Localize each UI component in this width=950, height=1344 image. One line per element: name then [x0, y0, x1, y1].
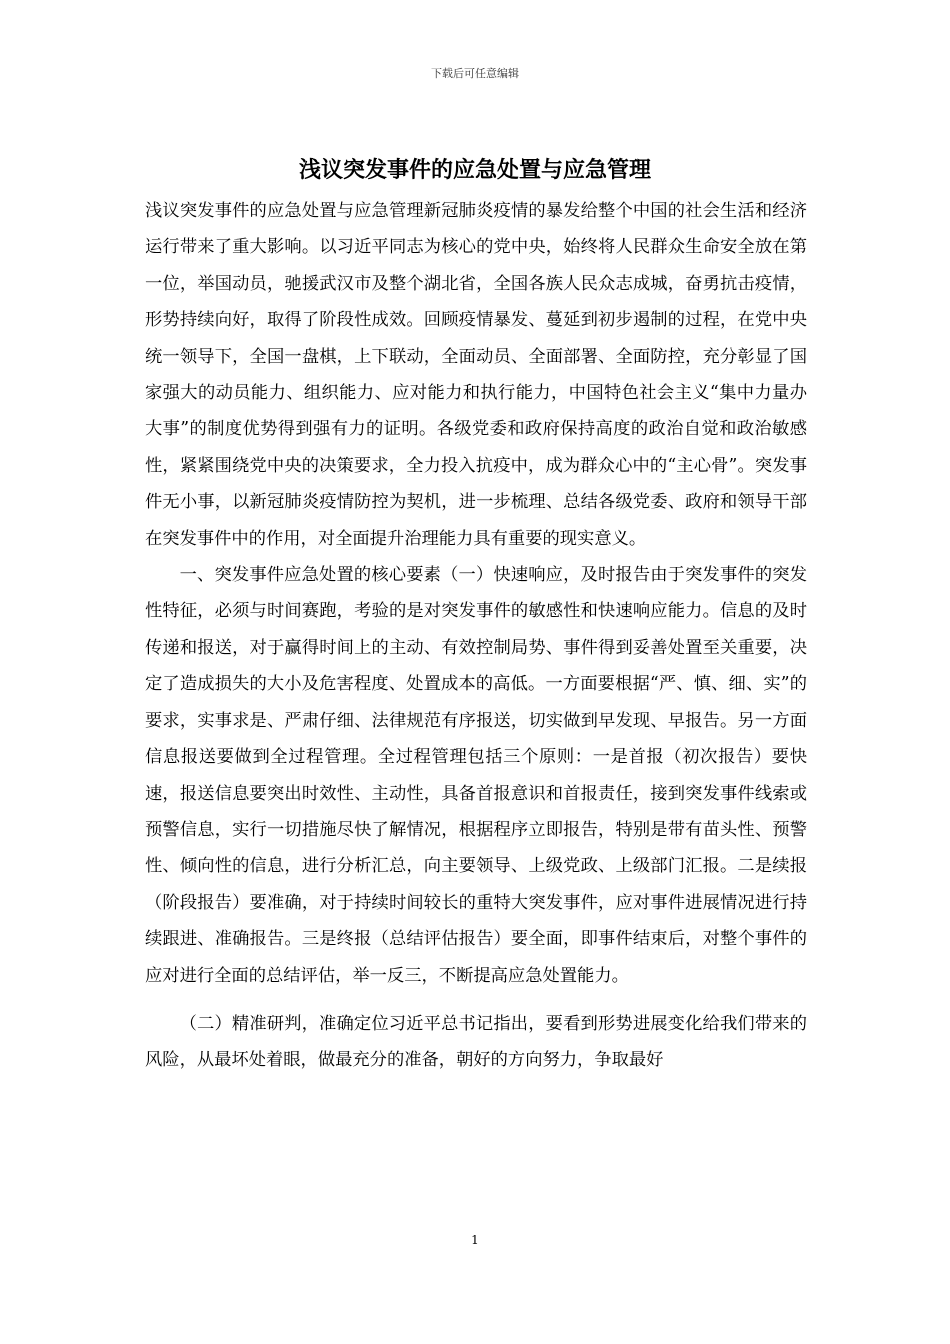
document-title: 浅议突发事件的应急处置与应急管理	[298, 158, 651, 183]
paragraph-section-one: 一、突发事件应急处置的核心要素（一）快速响应，及时报告由于突发事件的突发性特征，必须与时间赛跑，考验的是对突发事件的敏感性和快速响应能力。信息的及时传递和报送，对于赢得时间上的主动、有效控制局势、事件得到妥善处置至关重要，决定了造成损失的大小及危害程度、处置成本的高低。一方面要根据“严、慎、细、实”的要求，实事求是、严肃仔细、法律规范有序报送，切实做到早发现、早报告。另一方面信息报送要做到全过程管理。全过程管理包括三个原则：一是首报（初次报告）要快速，报送信息要突出时效性、主动性，具备首报意识和首报责任，接到突发事件线索或预警信息，实行一切措施尽快了解情况，根据程序立即报告，特别是带有苗头性、预警性、倾向性的信息，进行分析汇总，向主要领导、上级党政、上级部门汇报。二是续报（阶段报告）要准确，对于持续时间较长的重特大突发事件，应对事件进展情况进行持续跟进、准确报告。三是终报（总结评估报告）要全面，即事件结束后，对整个事件的应对进行全面的总结评估，举一反三，不断提高应急处置能力。	[145, 565, 807, 986]
paragraph-section-two: （二）精准研判，准确定位习近平总书记指出，要看到形势进展变化给我们带来的风险，从最坏处着眼，做最充分的准备，朝好的方向努力，争取最好	[145, 1013, 807, 1071]
header-note: 下载后可任意编辑	[431, 67, 519, 80]
document-body	[145, 193, 807, 1079]
page-number: 1	[471, 1233, 479, 1247]
paragraph-intro: 浅议突发事件的应急处置与应急管理新冠肺炎疫情的暴发给整个中国的社会生活和经济运行带来了重大影响。以习近平同志为核心的党中央，始终将人民群众生命安全放在第一位，举国动员，驰援武汉市及整个湖北省，全国各族人民众志成城，奋勇抗击疫情，形势持续向好，取得了阶段性成效。回顾疫情暴发、蔓延到初步遏制的过程，在党中央统一领导下，全国一盘棋，上下联动，全面动员、全面部署、全面防控，充分彰显了国家强大的动员能力、组织能力、应对能力和执行能力，中国特色社会主义“集中力量办大事”的制度优势得到强有力的证明。各级党委和政府保持高度的政治自觉和政治敏感性，紧紧围绕党中央的决策要求，全力投入抗疫中，成为群众心中的“主心骨”。突发事件无小事，以新冠肺炎疫情防控为契机，进一步梳理、总结各级党委、政府和领导干部在突发事件中的作用，对全面提升治理能力具有重要的现实意义。	[145, 201, 807, 549]
